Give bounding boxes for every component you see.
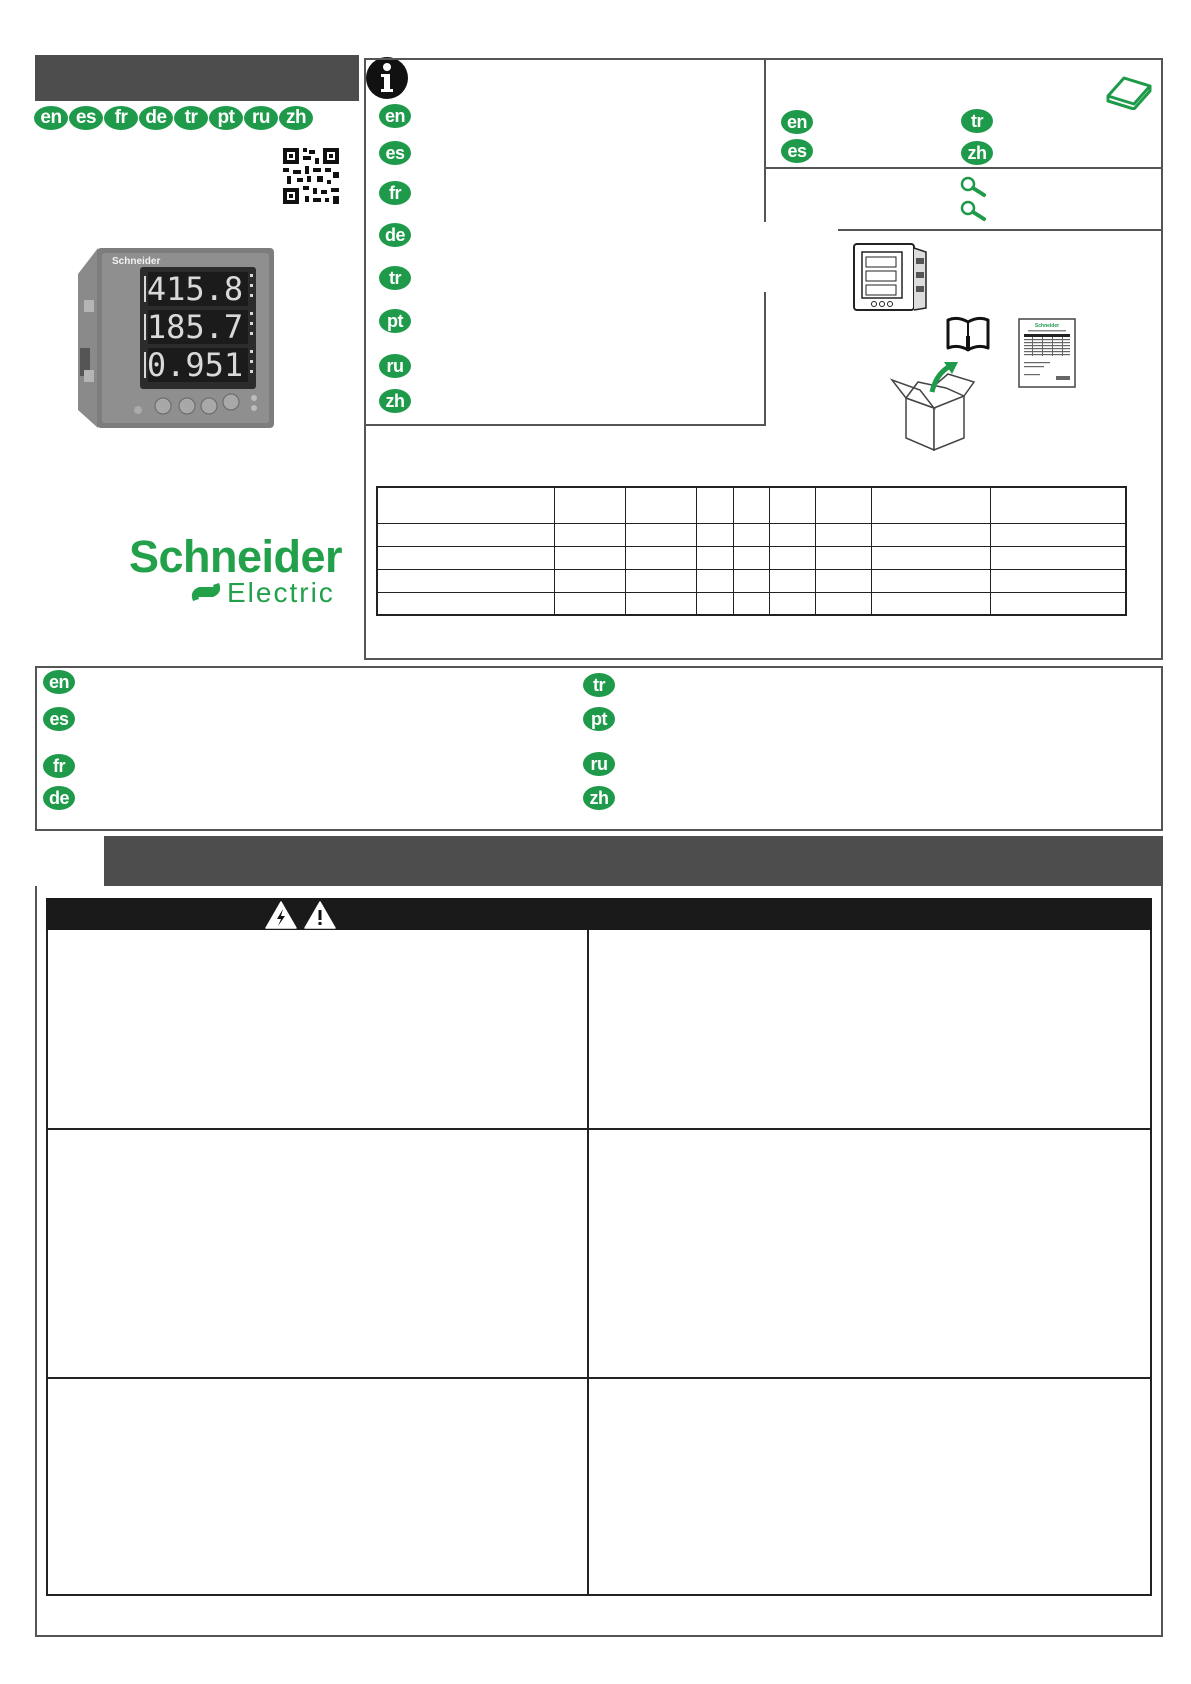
lang-pill: fr xyxy=(379,181,411,205)
divider xyxy=(838,229,1163,231)
magnifier-icon[interactable] xyxy=(960,200,988,222)
lang-pill: pt xyxy=(379,309,411,333)
grid-divider xyxy=(587,930,589,1596)
lang-pill: fr xyxy=(43,754,75,778)
lang-pill: es xyxy=(69,106,103,130)
lang-pill: zh xyxy=(379,389,411,413)
lang-pill: ru xyxy=(244,106,278,130)
datasheet-image xyxy=(1018,318,1076,388)
lang-pill: tr xyxy=(583,673,615,697)
lang-pill: es xyxy=(781,139,813,163)
hazard-header xyxy=(46,898,1152,930)
lang-pill: en xyxy=(379,104,411,128)
lang-pill: zh xyxy=(961,141,993,165)
spec-table xyxy=(376,486,1127,616)
lang-pill: zh xyxy=(279,106,313,130)
table-row xyxy=(377,546,1126,569)
hazard-grid xyxy=(46,930,1152,1596)
lang-pill: de xyxy=(43,786,75,810)
divider xyxy=(764,167,1163,169)
table-row xyxy=(377,569,1126,592)
meter-reading-2: 185.7 xyxy=(146,308,244,346)
lang-pill: en xyxy=(781,110,813,134)
brand-mark-icon xyxy=(187,577,225,607)
lang-pill: en xyxy=(34,106,68,130)
lang-pill: zh xyxy=(583,786,615,810)
magnifier-icon[interactable] xyxy=(960,176,988,198)
lang-pill: es xyxy=(379,141,411,165)
lang-pill: es xyxy=(43,707,75,731)
lang-pill: en xyxy=(43,670,75,694)
electric-hazard-icon xyxy=(264,900,298,930)
lang-pill: ru xyxy=(379,354,411,378)
grid-divider xyxy=(46,1128,1152,1130)
table-row xyxy=(377,592,1126,615)
meter-back-image xyxy=(850,238,930,318)
meter-reading-3: 0.951 xyxy=(146,346,244,384)
table-header-row xyxy=(377,487,1126,523)
lang-pill: tr xyxy=(174,106,208,130)
brand-sub: Electric xyxy=(227,577,335,608)
lang-pill: tr xyxy=(379,266,411,290)
qr-code-icon xyxy=(283,148,339,204)
leaflet-brand: Schneider xyxy=(1034,323,1060,329)
warning-icon xyxy=(303,900,337,930)
product-title-bar xyxy=(35,55,359,101)
language-row xyxy=(34,106,313,130)
lang-pill: pt xyxy=(209,106,243,130)
safety-title-bar xyxy=(104,836,1163,886)
lang-pill: pt xyxy=(583,707,615,731)
power-meter-image xyxy=(78,240,278,440)
book-stack-icon xyxy=(1104,74,1152,110)
lang-pill: tr xyxy=(961,109,993,133)
lang-pill: ru xyxy=(583,752,615,776)
grid-divider xyxy=(46,1377,1152,1379)
lang-pill: de xyxy=(379,223,411,247)
meter-brand: Schneider xyxy=(112,256,161,267)
box-icon xyxy=(888,360,978,456)
brand-logo: Schneider xyxy=(129,531,343,582)
open-book-icon xyxy=(944,314,992,356)
meter-reading-1: 415.8 xyxy=(146,270,244,308)
table-row xyxy=(377,523,1126,546)
lang-pill: fr xyxy=(104,106,138,130)
lang-pill: de xyxy=(139,106,173,130)
